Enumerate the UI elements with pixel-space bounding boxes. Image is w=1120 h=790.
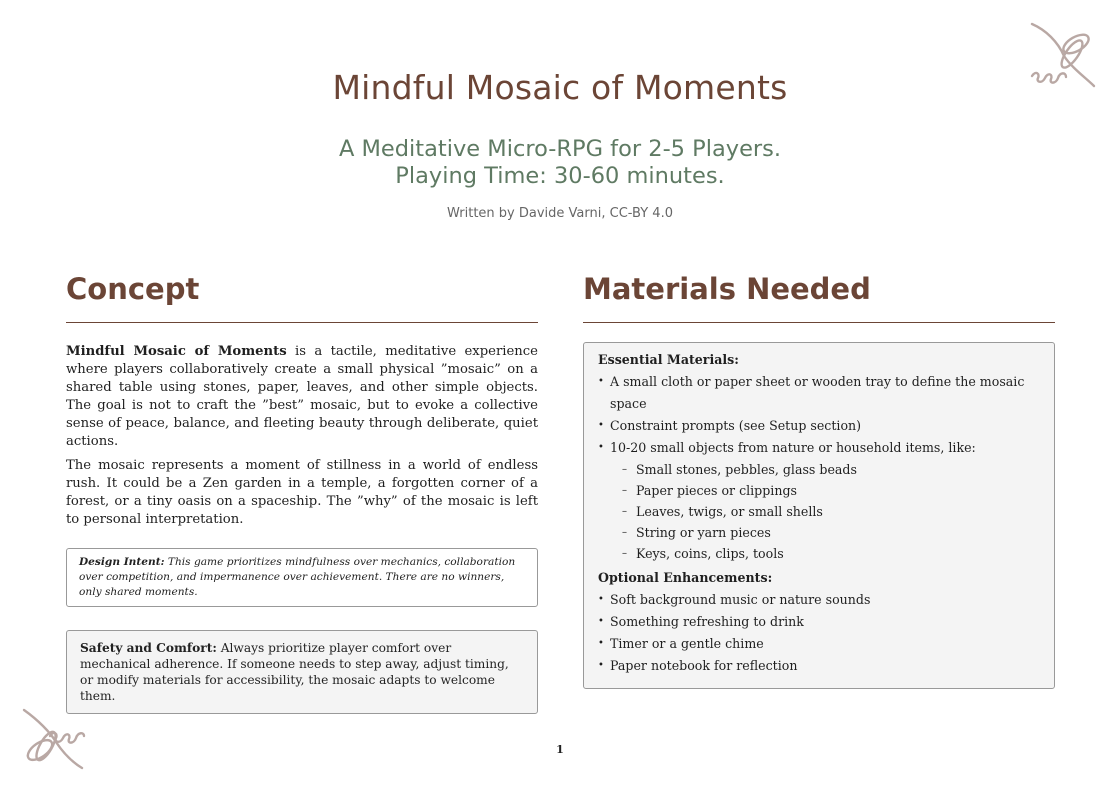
safety-comfort-box	[66, 630, 538, 714]
subtitle-line-players: A Meditative Micro-RPG for 2-5 Players.	[338, 136, 782, 162]
optional-enhancements-list	[598, 589, 1040, 677]
list-item: – Keys, coins, clips, tools	[622, 543, 1040, 564]
document-title: Mindful Mosaic of Moments	[332, 68, 788, 107]
list-item: • Constraint prompts (see Setup section)	[598, 415, 1040, 437]
list-item: • A small cloth or paper sheet or wooden tray to define the mosaic space	[598, 371, 1040, 415]
page-number: 1	[556, 743, 564, 756]
list-item-text: 10-20 small objects from nature or household items, like:	[610, 440, 976, 455]
materials-heading: Materials Needed	[583, 270, 1055, 323]
design-intent-label: Design Intent:	[79, 556, 165, 568]
safety-comfort-label: Safety and Comfort:	[80, 641, 217, 655]
concept-paragraph-1	[66, 343, 538, 451]
list-item: • Something refreshing to drink	[598, 611, 1040, 633]
list-item: • Soft background music or nature sounds	[598, 589, 1040, 611]
author-byline: Written by Davide Varni, CC-BY 4.0	[447, 206, 673, 221]
design-intent-text: This game prioritizes mindfulness over mechanics, collaboration over competition, and impermanence over achievement. There are no winners, only shared moments.	[79, 556, 516, 598]
list-item: • Timer or a gentle chime	[598, 633, 1040, 655]
list-item: – Paper pieces or clippings	[622, 480, 1040, 501]
concept-heading: Concept	[66, 270, 538, 323]
swirl-ornament-icon	[20, 706, 86, 772]
document-subtitle	[0, 136, 1120, 190]
small-objects-list	[610, 459, 1040, 564]
materials-box	[583, 342, 1055, 689]
essential-materials-heading: Essential Materials:	[598, 352, 739, 367]
design-intent-box	[66, 548, 538, 607]
essential-materials-list	[598, 371, 1040, 564]
concept-paragraph-2: The mosaic represents a moment of stillness in a world of endless rush. It could be a Zen garden in a temple, a forgotten corner of a forest, or a tiny oasis on a spaceship. The ”why” of the mosaic is left to personal interpretation.	[66, 458, 538, 527]
list-item: – Small stones, pebbles, glass beads	[622, 459, 1040, 480]
list-item	[598, 437, 1040, 564]
concept-section	[66, 270, 538, 714]
list-item: – String or yarn pieces	[622, 522, 1040, 543]
concept-body	[66, 343, 538, 529]
materials-section	[583, 270, 1055, 689]
game-name-bold: Mindful Mosaic of Moments	[66, 344, 287, 359]
list-item: – Leaves, twigs, or small shells	[622, 501, 1040, 522]
subtitle-line-playing-time: Playing Time: 30-60 minutes.	[395, 163, 725, 189]
list-item: • Paper notebook for reflection	[598, 655, 1040, 677]
safety-comfort-text: Always prioritize player comfort over mechanical adherence. If someone needs to step away, adjust timing, or modify materials for accessibility, the mosaic adapts to welcome them.	[80, 641, 509, 703]
concept-paragraph-1-text: is a tactile, meditative experience where players collaboratively create a small physical ”mosaic” on a shared table using stones, paper, leaves, and other simple objects. The goal is not to craft the ”best” mosaic, but to evoke a collective sense of peace, balance, and fleeting beauty through deliberate, quiet actions.	[66, 344, 538, 449]
optional-enhancements-heading: Optional Enhancements:	[598, 570, 773, 585]
